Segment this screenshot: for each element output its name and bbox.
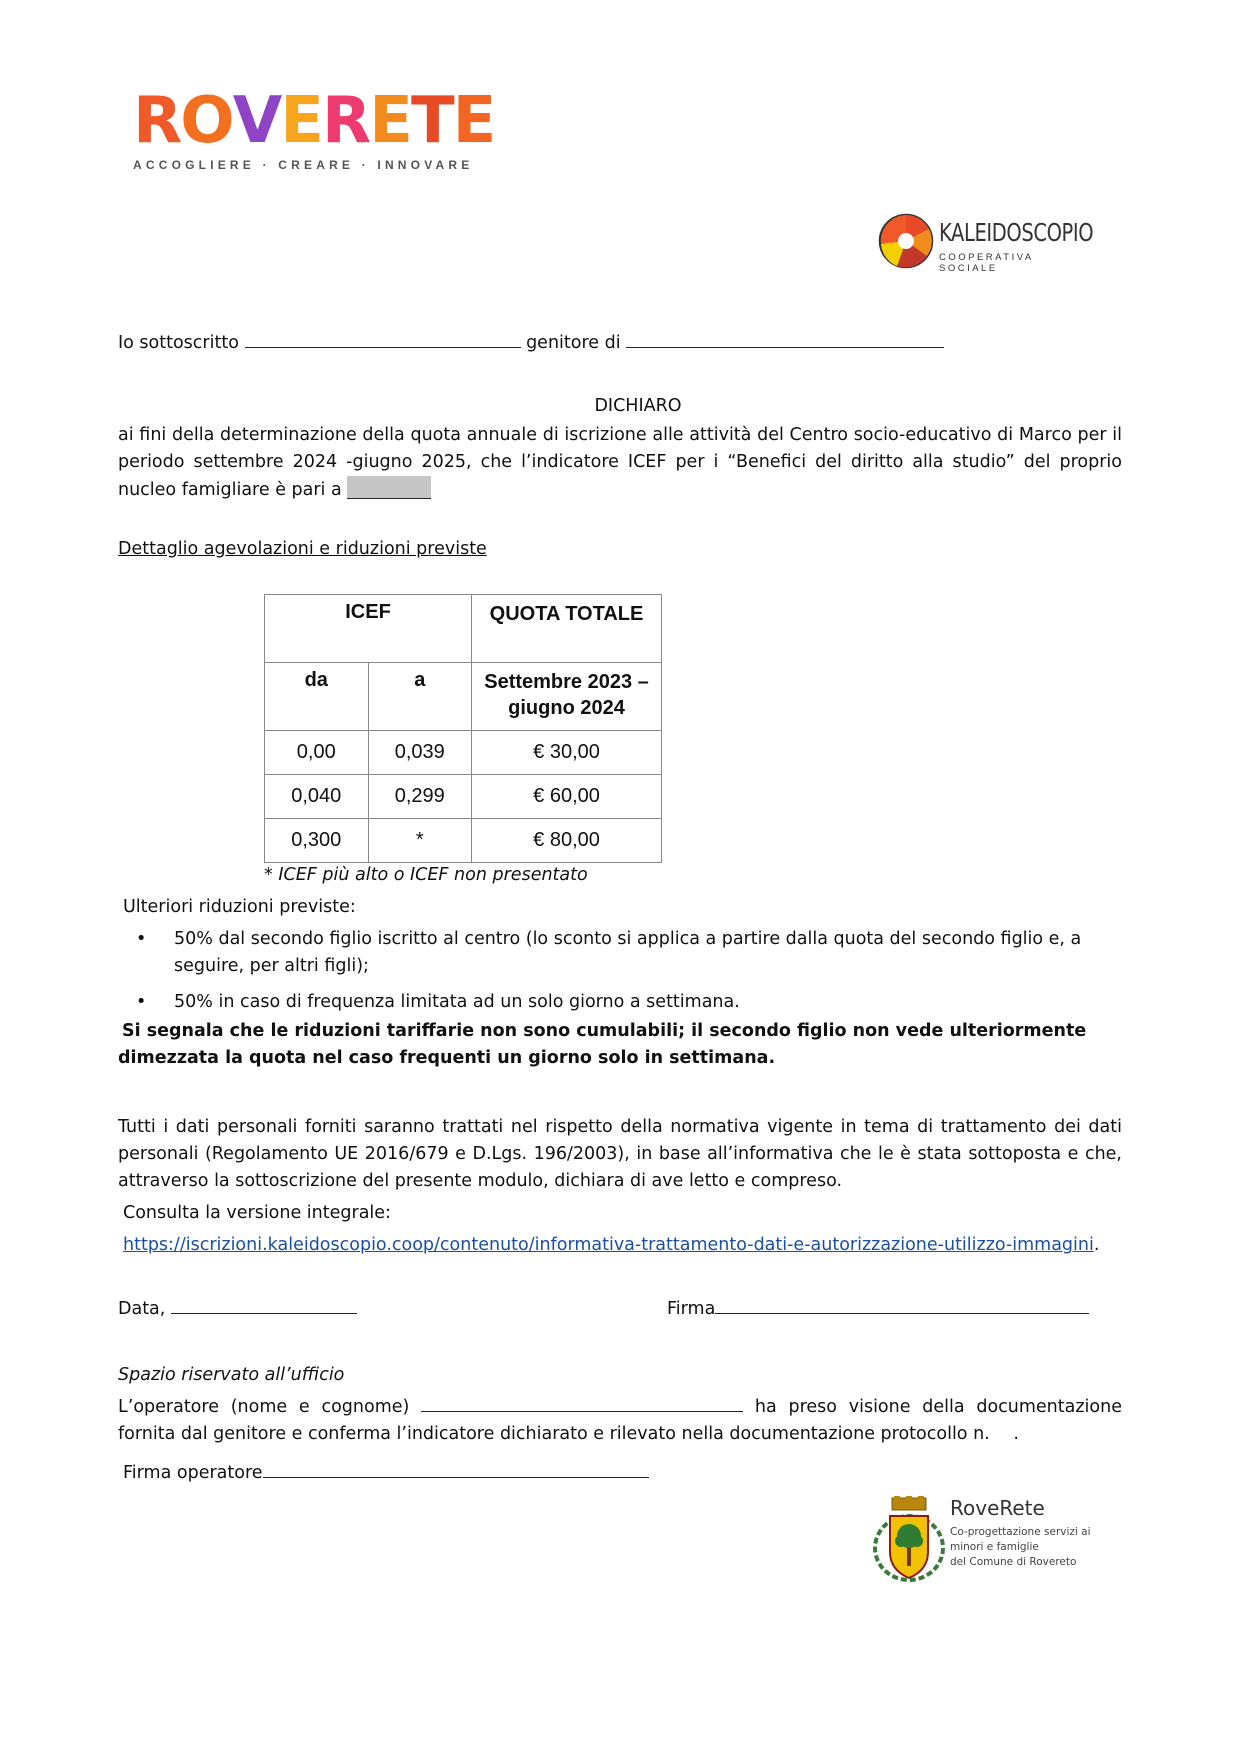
declaration-text: ai fini della determinazione della quota annuale di iscrizione alle attività del Centro socio-educativo di Marco per il periodo settembre 2024 -giugno 2025, che l’indicatore ICEF per i “Benefici del diritto alla studio” del proprio nucleo famigliare è pari a — [118, 425, 1122, 500]
row-to: 0,299 — [368, 775, 472, 819]
declaration-text-block — [118, 422, 1122, 504]
sign-field[interactable] — [715, 1299, 1089, 1314]
signer-name-field[interactable] — [245, 333, 521, 348]
operator-sign-label: Firma operatore — [123, 1463, 263, 1483]
date-label: Data, — [118, 1299, 166, 1319]
row-quota: € 80,00 — [472, 819, 662, 863]
operator-label: L’operatore (nome e cognome) — [118, 1397, 410, 1417]
row-from: 0,00 — [265, 731, 369, 775]
row-quota: € 60,00 — [472, 775, 662, 819]
sign-label: Firma — [667, 1299, 716, 1319]
row-to: * — [368, 819, 472, 863]
rovererete-logo — [133, 86, 513, 172]
signer-label: Io sottoscritto — [118, 333, 239, 353]
link-suffix: . — [1093, 1235, 1100, 1255]
child-name-field[interactable] — [626, 333, 944, 348]
reduction-item-text: 50% dal secondo figlio iscritto al centro (lo sconto si applica a partire dalla quota del secondo figlio e, a seguire, per altri figli); — [174, 929, 1082, 976]
operator-suffix: . — [1013, 1424, 1019, 1444]
reductions-note: Si segnala che le riduzioni tariffarie non sono cumulabili; il secondo figlio non vede ulteriormente dimezzata la quota nel caso frequenti un giorno solo in settimana. — [118, 1021, 1087, 1068]
icef-value-field[interactable] — [347, 476, 431, 499]
from-header: da — [265, 663, 369, 731]
table-row — [265, 819, 662, 863]
reduction-item-2 — [136, 989, 1122, 1016]
period-header: Settembre 2023 – giugno 2024 — [472, 663, 662, 731]
icef-header: ICEF — [265, 595, 472, 663]
protocol-number-field[interactable] — [995, 1425, 1013, 1439]
rovererete-tagline: ACCOGLIERE · CREARE · INNOVARE — [133, 158, 474, 172]
kaleidoscopio-logo — [877, 210, 1094, 274]
kaleidoscopio-emblem-icon — [877, 212, 935, 270]
operator-name-field[interactable] — [421, 1397, 743, 1412]
office-text-block — [118, 1394, 1122, 1448]
reductions-heading: Ulteriori riduzioni previste: — [123, 897, 356, 917]
rovererete-logo-word: R O V E R E T E — [133, 84, 495, 158]
date-field[interactable] — [171, 1299, 357, 1314]
quota-header: QUOTA TOTALE — [472, 595, 662, 663]
declaration-heading: DICHIARO — [594, 396, 682, 416]
consult-label: Consulta la versione integrale: — [123, 1203, 391, 1223]
coat-of-arms-icon — [870, 1496, 948, 1584]
footer-logo-line3: del Comune di Rovereto — [950, 1556, 1077, 1568]
bullet-icon: • — [136, 992, 147, 1012]
parent-label: genitore di — [526, 333, 621, 353]
kaleidoscopio-subtitle: COOPERATIVA SOCIALE — [939, 252, 1034, 274]
table-row — [265, 775, 662, 819]
operator-text: ha preso visione della documentazione fornita dal genitore e conferma l’indicatore dichiarato e rilevato nella documentazione protocollo n. — [118, 1397, 1122, 1444]
row-to: 0,039 — [368, 731, 472, 775]
to-header: a — [368, 663, 472, 731]
operator-sign-field[interactable] — [263, 1463, 649, 1478]
operator-sign-line — [123, 1460, 649, 1487]
row-from: 0,040 — [265, 775, 369, 819]
sign-line — [667, 1296, 1089, 1323]
privacy-link[interactable]: https://iscrizioni.kaleidoscopio.coop/contenuto/informativa-trattamento-dati-e-autorizzazione-utilizzo-immagini — [123, 1235, 1094, 1255]
privacy-text: Tutti i dati personali forniti saranno trattati nel rispetto della normativa vigente in tema di trattamento dei dati personali (Regolamento UE 2016/679 e D.Lgs. 196/2003), in base all’informativa che le è stata sottoposta e che, attraverso la sottoscrizione del presente modulo, dichiara di ave letto e compreso. — [118, 1117, 1122, 1191]
row-from: 0,300 — [265, 819, 369, 863]
detail-heading: Dettaglio agevolazioni e riduzioni previste — [118, 539, 487, 559]
signer-line — [118, 330, 944, 357]
privacy-link-line — [123, 1232, 1099, 1259]
bullet-icon: • — [136, 929, 147, 949]
roverete-footer-logo — [870, 1496, 1110, 1584]
kaleidoscopio-title: KALEIDOSCOPIO — [939, 218, 1094, 247]
table-footnote: * ICEF più alto o ICEF non presentato — [264, 865, 588, 885]
table-row — [265, 731, 662, 775]
office-heading: Spazio riservato all’ufficio — [118, 1365, 345, 1385]
date-line — [118, 1296, 357, 1323]
footer-logo-line2: minori e famiglie — [950, 1541, 1039, 1553]
footer-logo-line1: Co-progettazione servizi ai — [950, 1526, 1091, 1538]
icef-table — [264, 594, 662, 863]
reduction-item-1 — [136, 926, 1122, 980]
reduction-item-text: 50% in caso di frequenza limitata ad un solo giorno a settimana. — [174, 992, 740, 1012]
row-quota: € 30,00 — [472, 731, 662, 775]
footer-logo-title: RoveRete — [950, 1496, 1045, 1520]
